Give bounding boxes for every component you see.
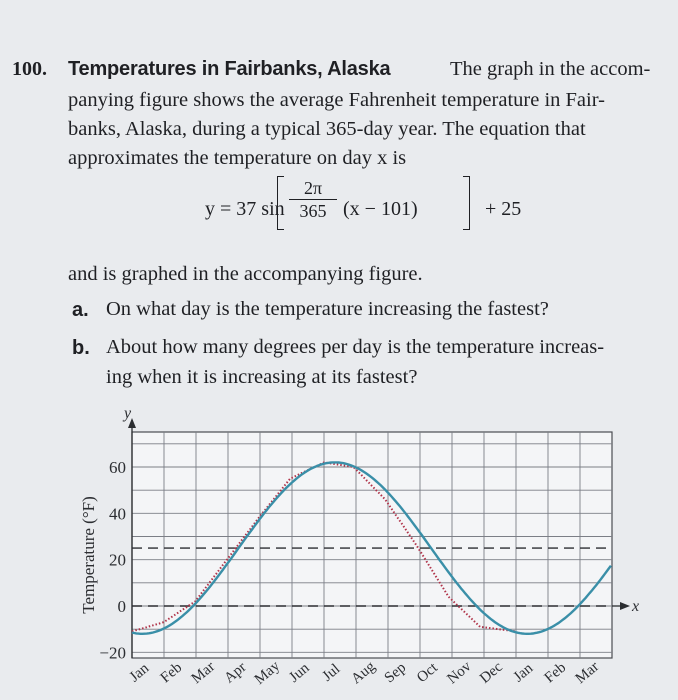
y-axis-title: Temperature (°F) xyxy=(79,496,98,614)
equation-middle: (x − 101) xyxy=(343,198,418,220)
part-a-text: On what day is the temperature increasing the fastest? xyxy=(106,298,549,320)
x-axis-letter: x xyxy=(632,598,640,615)
part-a-label: a. xyxy=(72,299,89,321)
problem-title: Temperatures in Fairbanks, Alaska xyxy=(68,58,391,80)
problem-text-line-4: approximates the temperature on day x is xyxy=(68,147,407,169)
x-tick-label-month: Mar xyxy=(188,658,219,688)
y-tick-label: 20 xyxy=(109,550,126,570)
x-tick-label-month: Dec xyxy=(477,659,506,687)
x-tick-label-month: May xyxy=(251,657,284,688)
y-tick-label: 40 xyxy=(109,504,126,524)
x-tick-label-month: Mar xyxy=(572,658,603,688)
y-axis-letter: y xyxy=(124,405,132,422)
part-b-text-line-1: About how many degrees per day is the temperature increas- xyxy=(106,336,605,358)
equation-left: y = 37 sin xyxy=(205,198,285,220)
x-tick-label-month: Feb xyxy=(157,659,186,687)
x-tick-label-month: Oct xyxy=(413,659,441,687)
x-tick-label-month: Sep xyxy=(381,659,410,687)
x-tick-label-month: Jan xyxy=(126,660,153,686)
x-tick-label-month: Jan xyxy=(510,660,537,686)
x-tick-label-month: Jun xyxy=(286,660,313,686)
problem-number: 100. xyxy=(12,58,47,80)
x-tick-label-month: Apr xyxy=(221,659,250,687)
y-tick-label: −20 xyxy=(99,643,126,663)
problem-text-line-1: The graph in the accom- xyxy=(450,58,651,80)
part-b-text-line-2: ing when it is increasing at its fastest? xyxy=(106,366,418,388)
plot-frame xyxy=(132,432,612,658)
problem-text-line-3: banks, Alaska, during a typical 365-day year. The equation that xyxy=(68,118,586,140)
fraction-numerator: 2π xyxy=(303,178,323,198)
x-tick-label-month: Jul xyxy=(319,661,344,685)
y-tick-label: 0 xyxy=(117,597,126,616)
x-axis-arrowhead xyxy=(620,602,630,610)
equation-right: + 25 xyxy=(485,198,522,220)
part-b-label: b. xyxy=(72,337,90,359)
x-tick-label-month: Nov xyxy=(444,658,475,688)
problem-text-line-2: panying figure shows the average Fahrenheit temperature in Fair- xyxy=(68,89,605,111)
fraction-denominator: 365 xyxy=(289,199,337,222)
x-tick-label-month: Feb xyxy=(541,659,570,687)
after-equation-text: and is graphed in the accompanying figure. xyxy=(68,263,423,285)
y-tick-label: 60 xyxy=(109,458,126,477)
x-tick-label-month: Aug xyxy=(348,658,379,688)
